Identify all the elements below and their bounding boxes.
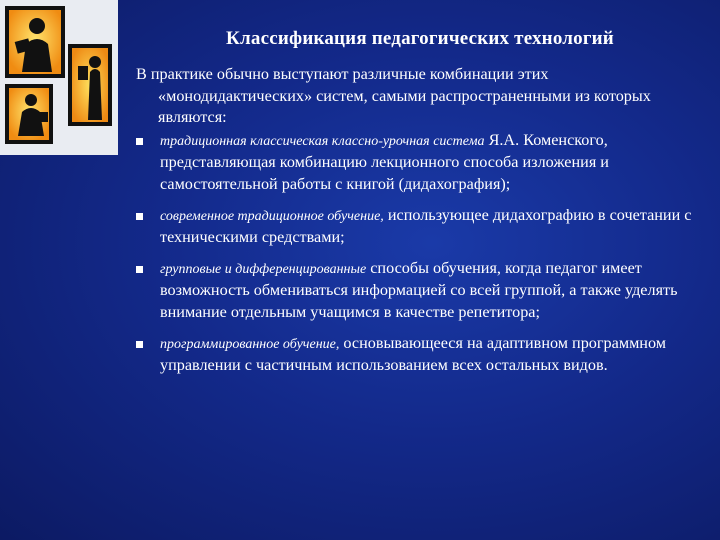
slide-title: Классификация педагогических технологий	[226, 28, 614, 49]
square-bullet-icon	[136, 266, 143, 273]
item-term: групповые и дифференцированные	[160, 261, 367, 277]
item-description: использующее дидахографию в сочетании с техническими средствами;	[160, 205, 692, 247]
slide-body	[136, 64, 704, 386]
intro-paragraph: В практике обычно выступают различные комбинации этих «монодидактических» систем, самыми распространенными из которых являются:	[136, 65, 651, 127]
item-description: Я.А. Коменского, представляющая комбинацию лекционного способа изложения и самостоятельной работы с книгой (дидахография);	[160, 130, 609, 193]
item-description: основывающееся на адаптивном программном управлении с частичным использованием всех остальных видов.	[160, 333, 667, 375]
item-term: программированное обучение,	[160, 336, 340, 352]
technology-list	[136, 130, 704, 377]
square-bullet-icon	[136, 213, 143, 220]
square-bullet-icon	[136, 138, 143, 145]
students-reading-clipart-icon	[0, 0, 118, 155]
list-item	[136, 130, 704, 196]
item-term: традиционная классическая классно-урочная система	[160, 133, 485, 149]
list-item	[136, 205, 704, 249]
square-bullet-icon	[136, 341, 143, 348]
list-item	[136, 333, 704, 377]
item-term: современное традиционное обучение,	[160, 208, 384, 224]
list-item	[136, 258, 704, 324]
clipart-panel	[0, 0, 118, 155]
item-description: способы обучения, когда педагог имеет возможность обмениваться информацией со всей группой, а также уделять внимание отдельным учащимся в качестве репетитора;	[160, 258, 678, 321]
